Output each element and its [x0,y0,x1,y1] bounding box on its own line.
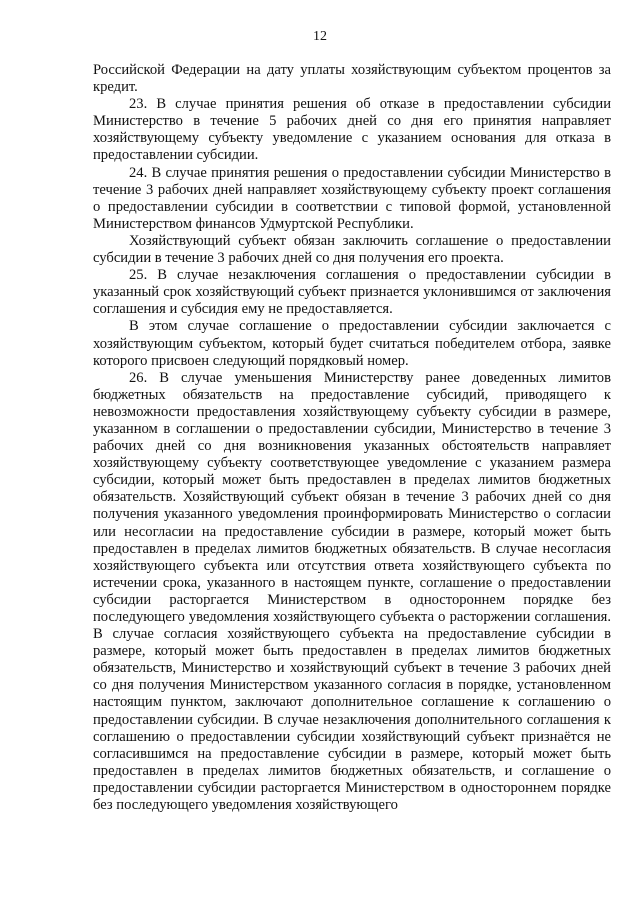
document-body [93,62,611,814]
paragraph-item-26: 26. В случае уменьшения Министерству ранее доведенных лимитов бюджетных обязательств на предоставление субсидий, приводящего к невозможности предоставления хозяйствующему субъекту субсидии в размере, указанном в соглашении о предоставлении субсидии, Министерство в течение 3 рабочих дней со дня возникновения указанных обстоятельств направляет хозяйствующему субъекту соответствующее уведомление с указанием размера субсидии, который может быть предоставлен в пределах лимитов бюджетных обязательств. Хозяйствующий субъект обязан в течение 3 рабочих дней со дня получения указанного уведомления проинформировать Министерство о согласии или несогласии на предоставление субсидии в размере, который может быть предоставлен в пределах лимитов бюджетных обязательств. В случае несогласия хозяйствующего субъекта или отсутствия ответа хозяйствующего субъекта по истечении срока, указанного в настоящем пункте, соглашение о предоставлении субсидии расторгается Министерством в одностороннем порядке без последующего уведомления хозяйствующего субъекта о расторжении соглашения. В случае согласия хозяйствующего субъекта на предоставление субсидии в размере, который может быть предоставлен в пределах лимитов бюджетных обязательств, Министерство и хозяйствующий субъект в течение 3 рабочих дней со дня получения Министерством указанного согласия в порядке, установленном настоящим пунктом, заключают дополнительное соглашение к соглашению о предоставлении субсидии. В случае незаключения дополнительного соглашения к соглашению о предоставлении субсидии хозяйствующий субъект признаётся не согласившимся на предоставление субсидии в размере, который может быть предоставлен в пределах лимитов бюджетных обязательств, и соглашение о предоставлении субсидии расторгается Министерством в одностороннем порядке без последующего уведомления хозяйствующего [93,369,611,814]
paragraph-item-24-obligation: Хозяйствующий субъект обязан заключить соглашение о предоставлении субсидии в течение 3 рабочих дней со дня получения его проекта. [93,232,611,267]
paragraph-item-25: 25. В случае незаключения соглашения о предоставлении субсидии в указанный срок хозяйствующий субъект признается уклонившимся от заключения соглашения и субсидия ему не предоставляется. [93,267,611,318]
paragraph-item-24: 24. В случае принятия решения о предоставлении субсидии Министерство в течение 3 рабочих дней направляет хозяйствующему субъекту проект соглашения о предоставлении субсидии в соответствии с типовой формой, установленной Министерством финансов Удмуртской Республики. [93,164,611,232]
paragraph-item-25-replacement: В этом случае соглашение о предоставлении субсидии заключается с хозяйствующим субъектом, который будет считаться победителем отбора, заявке которого присвоен следующий порядковый номер. [93,318,611,369]
page-number: 12 [313,29,327,44]
paragraph-continuation: Российской Федерации на дату уплаты хозяйствующим субъектом процентов за кредит. [93,62,611,96]
paragraph-item-23: 23. В случае принятия решения об отказе в предоставлении субсидии Министерство в течение 5 рабочих дней со дня его принятия направляет хозяйствующему субъекту уведомление с указанием основания для отказа в предоставлении субсидии. [93,96,611,164]
